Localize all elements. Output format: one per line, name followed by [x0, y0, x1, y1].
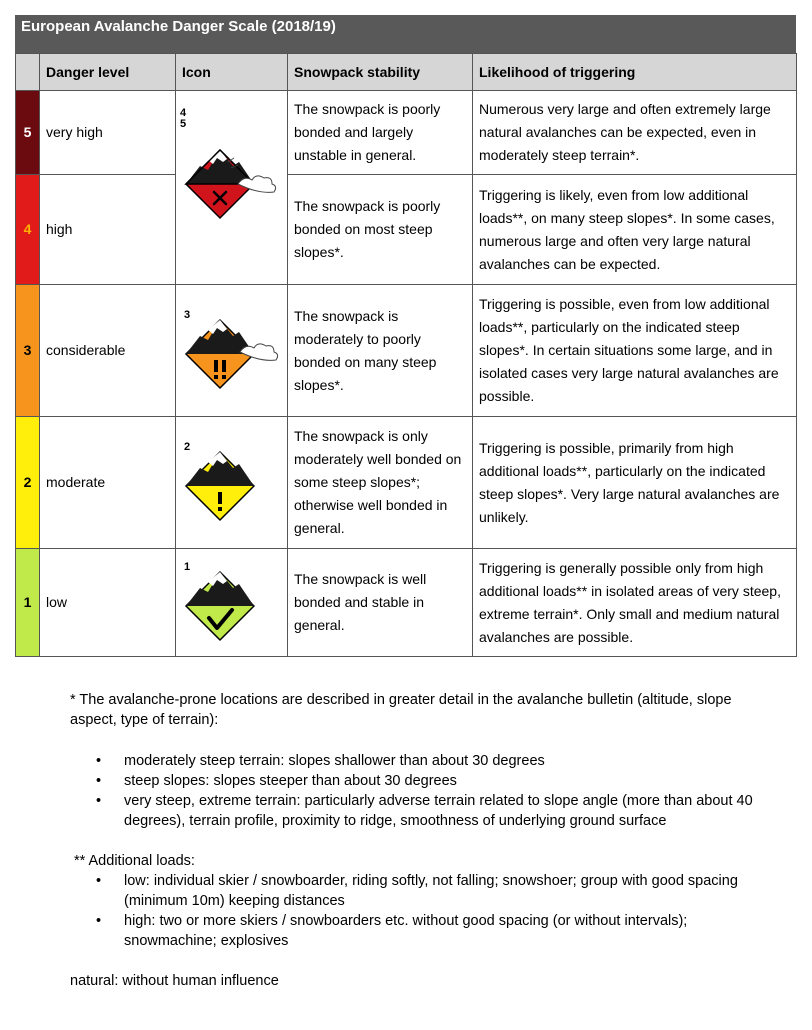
stability-text: The snowpack is poorly bonded on most steep slopes*.: [288, 175, 473, 285]
level-name: considerable: [40, 285, 176, 417]
header-danger-level: Danger level: [40, 54, 176, 91]
star-footnote-intro: * The avalanche-prone locations are described in greater detail in the avalanche bulletin (altitude, slope aspect, type of terrain):: [70, 692, 732, 728]
stability-text: The snowpack is moderately to poorly bonded on many steep slopes*.: [288, 285, 473, 417]
level-name: low: [40, 549, 176, 657]
level-number: 5: [16, 91, 40, 175]
icon-level-label: 4 5: [180, 106, 187, 130]
danger-icon-3: [176, 306, 286, 396]
level-name: very high: [40, 91, 176, 175]
list-item: • very steep, extreme terrain: particularly adverse terrain related to slope angle (more than about 40 degrees), terrain profile, proximity to ridge, smoothness of underlying ground surface: [70, 791, 770, 831]
loads-footnote-intro: ** Additional loads:: [74, 853, 195, 869]
likelihood-text: Numerous very large and often extremely large natural avalanches can be expected, even in moderately steep terrain*.: [473, 91, 797, 175]
table-row: [16, 175, 797, 285]
danger-scale-table: [15, 53, 797, 657]
icon-level-label: 3: [184, 308, 191, 321]
level-number: 3: [16, 285, 40, 417]
danger-icon-2: [176, 438, 286, 528]
likelihood-text: Triggering is possible, primarily from high additional loads**, particularly on the indicated steep slopes*. Very large natural avalanches are unlikely.: [473, 417, 797, 549]
likelihood-text: Triggering is generally possible only from high additional loads** in isolated areas of very steep, extreme terrain*. Only small and medium natural avalanches are possible.: [473, 549, 797, 657]
stability-text: The snowpack is only moderately well bonded on some steep slopes*; otherwise well bonded in general.: [288, 417, 473, 549]
header-icon: Icon: [176, 54, 288, 91]
scale-title: European Avalanche Danger Scale (2018/19): [15, 15, 796, 53]
likelihood-text: Triggering is likely, even from low additional loads**, on many steep slopes*. In some cases, numerous large and often very large natural avalanches can be expected.: [473, 175, 797, 285]
stability-text: The snowpack is well bonded and stable in general.: [288, 549, 473, 657]
level-number: 1: [16, 549, 40, 657]
icon-cell-low: [176, 549, 288, 657]
icon-level-label: 1: [184, 560, 191, 573]
danger-icon-4-5: [176, 138, 286, 238]
header-stability: Snowpack stability: [288, 54, 473, 91]
level-name: high: [40, 175, 176, 285]
icon-cell-high: [176, 91, 288, 285]
icon-level-label: 2: [184, 440, 191, 453]
level-name: moderate: [40, 417, 176, 549]
danger-icon-1: [176, 558, 286, 648]
table-row: [16, 285, 797, 417]
stability-text: The snowpack is poorly bonded and largely unstable in general.: [288, 91, 473, 175]
likelihood-text: Triggering is possible, even from low additional loads**, particularly on the indicated steep slopes*. In certain situations some large, and in isolated cases very large natural avalanches are possible.: [473, 285, 797, 417]
icon-cell-considerable: [176, 285, 288, 417]
table-row: [16, 417, 797, 549]
footnotes: [70, 690, 770, 991]
level-number: 4: [16, 175, 40, 285]
natural-definition: natural: without human influence: [70, 973, 279, 989]
header-number-cell: [16, 54, 40, 91]
list-item: • moderately steep terrain: slopes shallower than about 30 degrees: [70, 751, 770, 771]
list-item: • high: two or more skiers / snowboarders etc. without good spacing (or without intervals); snowmachine; explosives: [70, 911, 770, 951]
table-row: [16, 91, 797, 175]
table-header-row: [16, 54, 797, 91]
list-item: • low: individual skier / snowboarder, riding softly, not falling; snowshoer; group with good spacing (minimum 10m) keeping distances: [70, 871, 770, 911]
icon-cell-moderate: [176, 417, 288, 549]
header-likelihood: Likelihood of triggering: [473, 54, 797, 91]
table-row: [16, 549, 797, 657]
level-number: 2: [16, 417, 40, 549]
list-item: • steep slopes: slopes steeper than about 30 degrees: [70, 771, 770, 791]
